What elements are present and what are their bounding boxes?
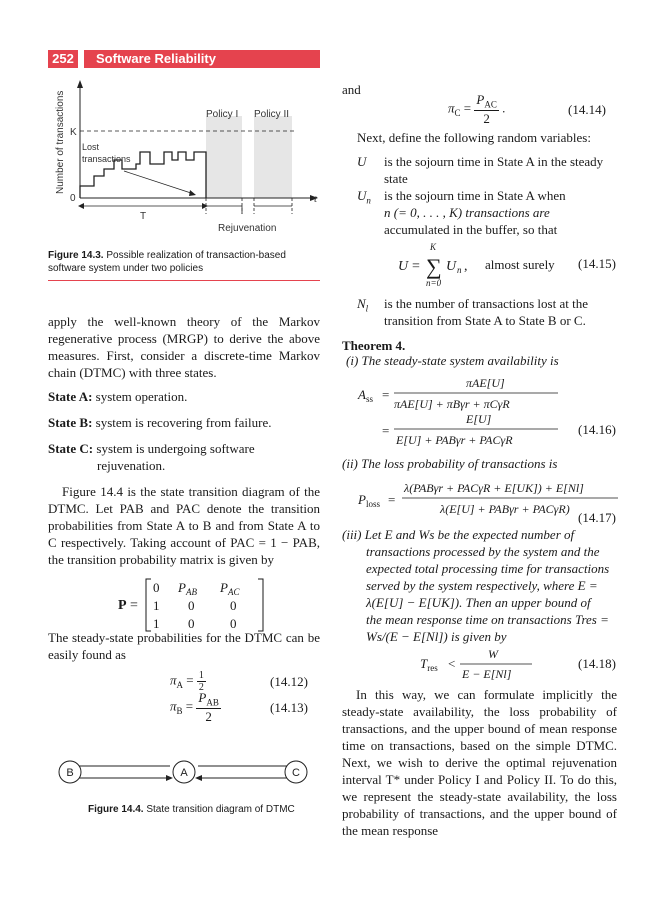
left-para-2: Figure 14.4 is the state transition diagram of the DTMC. Let PAB and PAC denote the transition probabilities from State A to B and from State A to C respectively. Taking account of PAC = 1 − PAB, the transition probability matrix is given by: [48, 484, 320, 567]
svg-text:1: 1: [153, 616, 160, 631]
lost-label-1: Lost: [82, 142, 100, 152]
svg-text:<: <: [448, 656, 456, 671]
svg-text:n: n: [457, 265, 462, 275]
node-c-label: C: [292, 767, 300, 779]
theorem-iii-5: λ(E[U] − E[UK]). Then an upper bound of: [366, 595, 591, 610]
svg-text:1: 1: [153, 598, 160, 613]
svg-text:λ(PABγr + PACγR + E[UK]) + E[N: λ(PABγr + PACγR + E[UK]) + E[Nl]: [404, 481, 584, 495]
state-a-text: system operation.: [95, 389, 188, 404]
equation-14-18: [418, 644, 538, 686]
state-a-label: State A:: [48, 389, 93, 404]
eq-number-14-13: (14.13): [270, 700, 308, 715]
k-label: K: [70, 127, 77, 138]
state-b: [48, 414, 320, 431]
state-c-text-2: rejuvenation.: [97, 458, 166, 473]
theorem-iii-2: transactions processed by the system and the: [366, 544, 600, 559]
right-final-para: In this way, we can formulate implicitly the steady-state availability, the loss probability of transactions, and the upper bound of mean response time on transactions, based on the simple DTMC. Next, we wish to derive the optimal rejuvenation interval T* under Policy I and Policy II. To do this, we represent the steady-state availability, the loss probability of transactions, and the upper bound of the mean response: [342, 687, 617, 838]
state-b-text: system is recovering from failure.: [95, 415, 272, 430]
t-interval-label: T: [140, 211, 147, 222]
svg-text:λ(E[U] + PABγr + PACγR): λ(E[U] + PABγr + PACγR): [440, 502, 570, 516]
caption-label: Figure 14.3.: [48, 250, 104, 261]
svg-text:Tres: $T_{res}$: [420, 656, 438, 673]
theorem-iii-6: the mean response time on transactions Tres =: [366, 612, 609, 627]
svg-text:=: =: [130, 598, 138, 613]
next-define: Next, define the following random variables:: [357, 130, 591, 145]
svg-text:=: =: [388, 492, 396, 507]
figure-14-3: [44, 76, 326, 241]
eq-number-14-16: (14.16): [578, 422, 616, 437]
policy2-region: [254, 116, 292, 198]
equation-14-13: $\pi_B$ = $\frac{P_{AB}}{2}$: [170, 690, 219, 724]
svg-text:Ploss: $P_{loss}$: [358, 492, 380, 509]
def-un-text-1: is the sojourn time in State A when: [384, 188, 566, 203]
def-un-text-2: n (= 0, . . . , K) transactions are: [384, 205, 550, 220]
svg-text:=: =: [412, 259, 420, 274]
theorem-title: Theorem 4.: [342, 338, 406, 353]
svg-text:∑: ∑: [426, 254, 442, 279]
equation-14-16: [356, 373, 566, 453]
svg-text:n=0: n=0: [426, 278, 442, 288]
svg-text:E[U] + PABγr + PACγR: E[U] + PABγr + PACγR: [396, 433, 513, 447]
caption-text-14-4: State transition diagram of DTMC: [146, 804, 295, 815]
svg-text:E − E[Nl]: E − E[Nl]: [462, 667, 512, 681]
def-nl-text-2: transition from State A to State B or C.: [384, 313, 586, 328]
node-a-label: A: [180, 767, 188, 779]
policy2-label: Policy II: [254, 109, 290, 120]
def-u-symbol: U: [357, 154, 367, 169]
state-b-label: State B:: [48, 415, 93, 430]
svg-text:W: W: [488, 647, 498, 661]
figure-14-4: [52, 752, 314, 794]
svg-text:0: 0: [230, 616, 237, 631]
svg-text:πAE[U]: πAE[U]: [466, 376, 505, 390]
policy1-region: [206, 116, 242, 198]
def-u-text: is the sojourn time in State A in the steady state: [384, 154, 604, 186]
theorem-iii-1: (iii) Let E and Ws be the expected number of: [342, 527, 575, 542]
svg-text:,: ,: [464, 259, 468, 274]
state-a: [48, 388, 320, 405]
svg-text:=: =: [382, 423, 390, 438]
eq-number-14-18: (14.18): [578, 656, 616, 671]
left-para-3: The steady-state probabilities for the DTMC can be easily found as: [48, 630, 320, 662]
running-title: Software Reliability: [84, 50, 320, 68]
svg-text:πAE[U] + πBγr + πCγR: πAE[U] + πBγr + πCγR: [394, 397, 510, 411]
svg-text:P: P: [118, 598, 127, 613]
state-c: [48, 440, 320, 457]
svg-text:E[U]: E[U]: [466, 412, 492, 426]
lost-arrow: [124, 171, 194, 194]
state-c-text-1: system is undergoing software: [96, 441, 255, 456]
svg-text:0: 0: [153, 580, 160, 595]
eq-number-14-15: (14.15): [578, 256, 616, 271]
policy1-label: Policy I: [206, 109, 239, 120]
caption-label-14-4: Figure 14.4.: [88, 804, 144, 815]
caption-text: Possible realization of transaction-based software system under two policies: [48, 250, 286, 274]
eq-number-14-12: (14.12): [270, 674, 308, 689]
almost-surely: almost surely: [485, 257, 555, 272]
svg-text:PAC: $P_{AC}$: [220, 580, 240, 597]
equation-14-14: $\pi_C$ = $\frac{P_{AC}}{2}$ .: [448, 92, 506, 126]
svg-text:Ass: $A_{ss}$: [358, 387, 373, 404]
page-number: 252: [48, 50, 78, 68]
def-nl-text-1: is the number of transactions lost at the: [384, 296, 588, 311]
t-axis-label: t: [314, 193, 318, 205]
theorem-i: (i) The steady-state system availability is: [346, 353, 559, 368]
node-b-label: B: [66, 767, 74, 779]
def-nl-symbol: $N_l$: [357, 296, 369, 314]
theorem-iii-7: Ws/(E − E[Nl]) is given by: [366, 629, 507, 644]
right-and: and: [342, 82, 361, 97]
def-un-sym: U: [357, 188, 367, 203]
eq-number-14-14: (14.14): [568, 102, 606, 117]
lost-label-2: transactions: [82, 154, 131, 164]
equation-14-12: $\pi_A$ = $\frac{1}{2}$: [170, 670, 204, 693]
svg-text:=: =: [382, 387, 390, 402]
svg-text:0: 0: [188, 598, 195, 613]
theorem-iii-4: served by the system respectively, where E =: [366, 578, 598, 593]
caption-rule: [48, 280, 320, 281]
svg-text:U: U: [446, 259, 457, 274]
equation-14-15: [392, 242, 492, 290]
matrix-graphic: [116, 576, 266, 634]
svg-text:K: K: [430, 242, 437, 252]
rejuvenation-label: Rejuvenation: [218, 223, 277, 234]
eq-number-14-17: (14.17): [578, 510, 616, 525]
state-c-label: State C:: [48, 441, 94, 456]
def-un-text-3: accumulated in the buffer, so that: [384, 222, 558, 237]
def-un-symbol: $U_n$: [357, 188, 371, 206]
theorem-ii: (ii) The loss probability of transactions is: [342, 456, 558, 471]
zero-label: 0: [70, 193, 76, 204]
y-axis-label: Number of transactions: [55, 90, 66, 194]
figure-14-4-caption: [88, 803, 318, 816]
figure-14-3-caption: [48, 249, 320, 275]
svg-text:0: 0: [188, 616, 195, 631]
svg-text:PAB: $P_{AB}$: [178, 580, 197, 597]
left-para-1: apply the well-known theory of the Markov regenerative process (MRGP) to derive the above measures. First, consider a discrete-time Markov chain (DTMC) with three states.: [48, 314, 320, 380]
svg-text:0: 0: [230, 598, 237, 613]
theorem-iii-3: expected total processing time for transactions: [366, 561, 610, 576]
svg-text:U: U: [398, 259, 409, 274]
